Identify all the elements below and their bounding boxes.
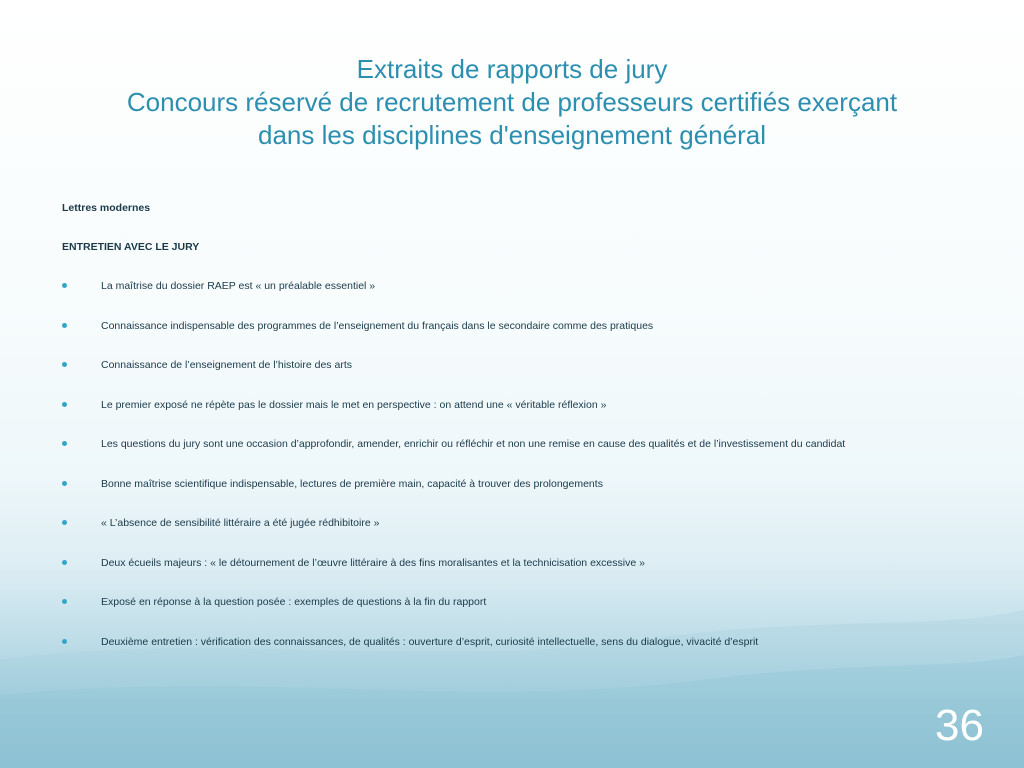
section-heading: ENTRETIEN AVEC LE JURY [62, 241, 200, 253]
slide-number: 36 [935, 701, 984, 750]
list-item [62, 477, 962, 517]
bullet-icon [62, 362, 67, 367]
list-item [62, 398, 962, 438]
title-line-3: dans les disciplines d'enseignement général [258, 120, 766, 150]
bullet-list [62, 279, 962, 674]
bullet-text: Bonne maîtrise scientifique indispensable, lectures de première main, capacité à trouver des prolongements [101, 477, 603, 490]
subject-heading: Lettres modernes [62, 202, 151, 214]
bullet-text: Deux écueils majeurs : « le détournement de l’œuvre littéraire à des fins moralisantes et la technicisation excessive » [101, 556, 645, 569]
slide-title [0, 53, 1024, 152]
list-item [62, 556, 962, 596]
list-item [62, 595, 962, 635]
bullet-icon [62, 599, 67, 604]
bullet-text: La maîtrise du dossier RAEP est « un préalable essentiel » [101, 280, 376, 292]
bullet-icon [62, 560, 67, 565]
bullet-text: Connaissance de l’enseignement de l’histoire des arts [101, 359, 352, 371]
bullet-text: Exposé en réponse à la question posée : exemples de questions à la fin du rapport [101, 596, 487, 608]
list-item [62, 279, 962, 319]
bullet-text: « L’absence de sensibilité littéraire a été jugée rédhibitoire » [101, 517, 380, 529]
list-item [62, 437, 962, 477]
bullet-icon [62, 441, 67, 446]
bullet-icon [62, 639, 67, 644]
slide-body [62, 201, 962, 674]
list-item [62, 319, 962, 359]
list-item [62, 635, 962, 675]
bullet-icon [62, 323, 67, 328]
title-line-1: Extraits de rapports de jury [356, 54, 668, 84]
bullet-icon [62, 481, 67, 486]
bullet-icon [62, 402, 67, 407]
list-item [62, 516, 962, 556]
bullet-icon [62, 520, 67, 525]
bullet-text: Les questions du jury sont une occasion d’approfondir, amender, enrichir ou réfléchir et non une remise en cause des qualités et de l’investissement du candidat [101, 438, 846, 450]
bullet-text: Deuxième entretien : vérification des connaissances, de qualités : ouverture d’esprit, curiosité intellectuelle, sens du dialogue, vivacité d’esprit [101, 635, 759, 648]
bullet-icon [62, 283, 67, 288]
title-line-2: Concours réservé de recrutement de professeurs certifiés exerçant [126, 87, 898, 117]
bullet-text: Le premier exposé ne répète pas le dossier mais le met en perspective : on attend une « véritable réflexion » [101, 398, 607, 411]
list-item [62, 358, 962, 398]
bullet-text: Connaissance indispensable des programmes de l’enseignement du français dans le secondaire comme des pratiques [101, 319, 654, 332]
